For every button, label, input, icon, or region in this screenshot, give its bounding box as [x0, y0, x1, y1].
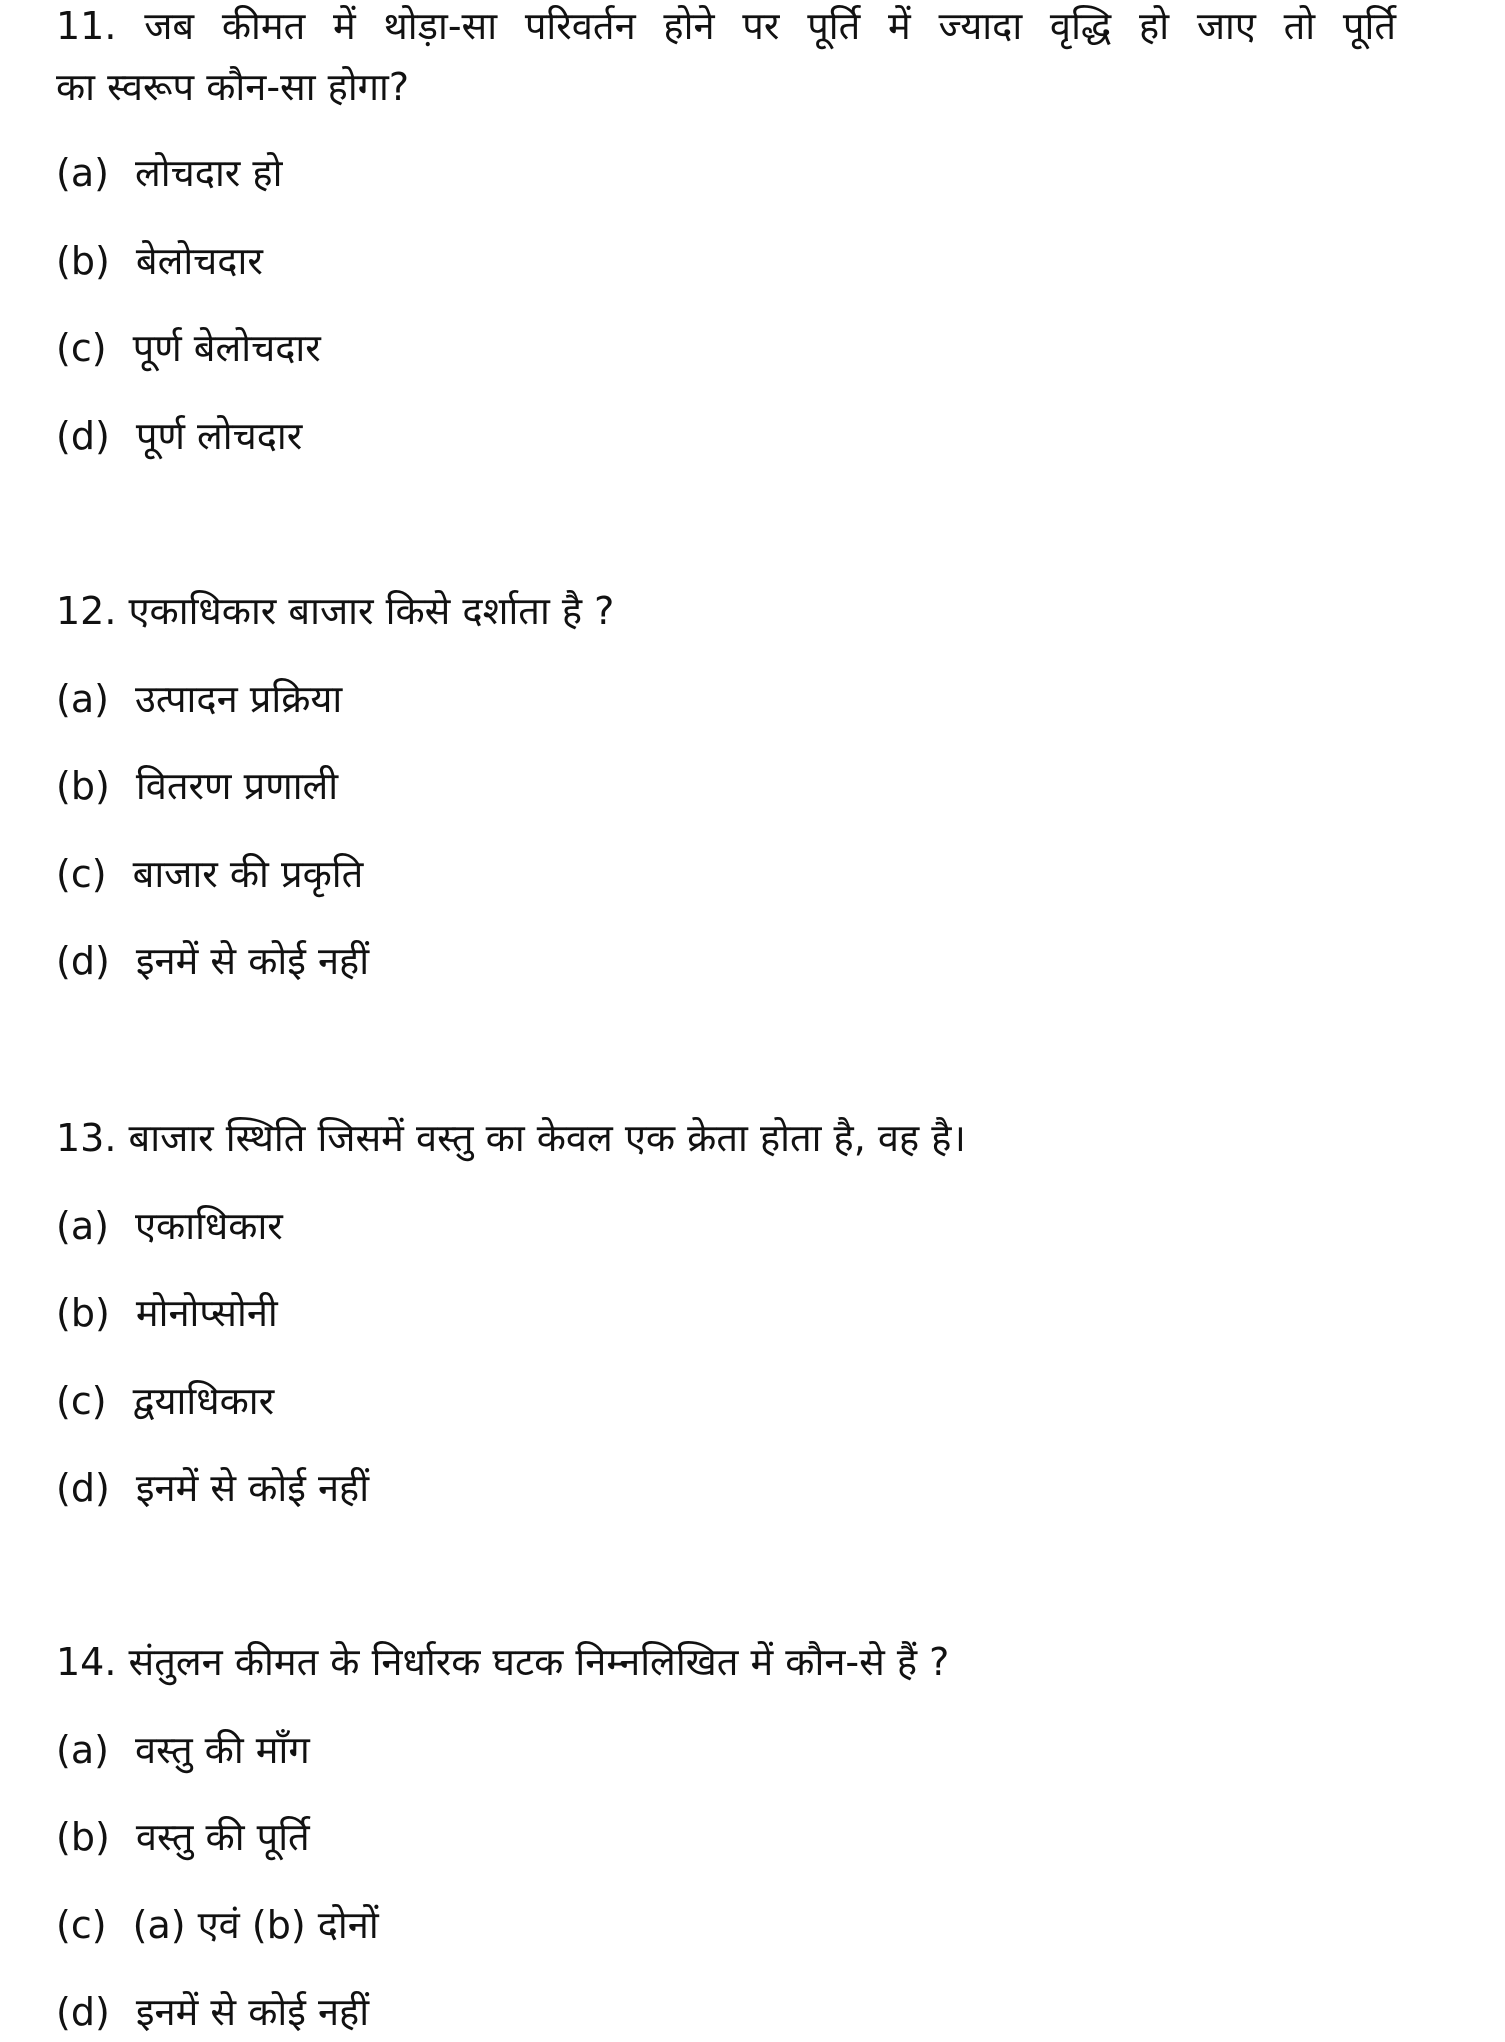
option-text: इनमें से कोई नहीं [135, 1990, 370, 2035]
option-label: (d) [56, 413, 110, 458]
option-label: (b) [56, 1815, 110, 1860]
option-b [56, 231, 263, 291]
option-text: इनमें से कोई नहीं [135, 939, 370, 984]
question-text [56, 0, 1396, 56]
option-a [56, 669, 342, 729]
option-text: वस्तु की पूर्ति [135, 1815, 310, 1860]
option-text: वस्तु की माँग [135, 1727, 310, 1772]
option-d [56, 1982, 369, 2042]
option-c [56, 1895, 379, 1955]
option-label: (d) [56, 1990, 110, 2035]
option-text: (a) एवं (b) दोनों [132, 1902, 379, 1947]
option-label: (d) [56, 1466, 110, 1511]
option-c [56, 1371, 274, 1431]
option-a [56, 143, 282, 203]
option-b [56, 1283, 278, 1343]
option-label: (b) [56, 238, 110, 283]
option-text: इनमें से कोई नहीं [135, 1466, 370, 1511]
question-number: 13. [56, 1116, 117, 1160]
option-d [56, 931, 369, 991]
option-text: बेलोचदार [135, 238, 263, 283]
option-label: (c) [56, 326, 107, 371]
question-line-1: जब कीमत में थोड़ा-सा परिवर्तन होने पर पूर्ति में ज्यादा वृद्धि हो जाए तो पूर्ति [144, 4, 1396, 48]
option-a [56, 1720, 310, 1780]
option-label: (a) [56, 676, 109, 721]
option-text: लोचदार हो [135, 151, 283, 195]
option-label: (a) [56, 1203, 109, 1248]
option-a [56, 1196, 283, 1256]
question-text [56, 1108, 966, 1168]
option-text: एकाधिकार [135, 1203, 283, 1248]
option-label: (b) [56, 1291, 110, 1336]
option-d [56, 406, 302, 466]
option-label: (c) [56, 1378, 107, 1423]
question-text [56, 581, 614, 641]
option-text: उत्पादन प्रक्रिया [135, 676, 343, 721]
question-text-continued [56, 57, 409, 117]
question-line-1: बाजार स्थिति जिसमें वस्तु का केवल एक क्रेता होता है, वह है। [128, 1116, 966, 1160]
option-text: बाजार की प्रकृति [132, 851, 364, 896]
option-label: (a) [56, 1727, 109, 1772]
option-label: (b) [56, 764, 110, 809]
option-text: द्वयाधिकार [132, 1378, 275, 1423]
option-text: वितरण प्रणाली [135, 764, 339, 809]
option-text: मोनोप्सोनी [135, 1291, 278, 1336]
option-text: पूर्ण बेलोचदार [132, 326, 321, 371]
option-label: (c) [56, 1902, 107, 1947]
option-label: (c) [56, 851, 107, 896]
option-d [56, 1458, 369, 1518]
question-line-2: का स्वरूप कौन-सा होगा? [56, 65, 410, 109]
option-c [56, 318, 321, 378]
question-text [56, 1632, 949, 1692]
question-line-1: संतुलन कीमत के निर्धारक घटक निम्नलिखित में कौन-से हैं ? [128, 1640, 950, 1684]
option-b [56, 756, 338, 816]
question-line-1: एकाधिकार बाजार किसे दर्शाता है ? [128, 589, 615, 633]
question-number: 14. [56, 1640, 117, 1684]
option-b [56, 1807, 310, 1867]
option-label: (a) [56, 151, 109, 195]
question-number: 11. [56, 4, 117, 48]
question-number: 12. [56, 589, 117, 633]
option-text: पूर्ण लोचदार [135, 413, 303, 458]
option-c [56, 844, 363, 904]
option-label: (d) [56, 939, 110, 984]
